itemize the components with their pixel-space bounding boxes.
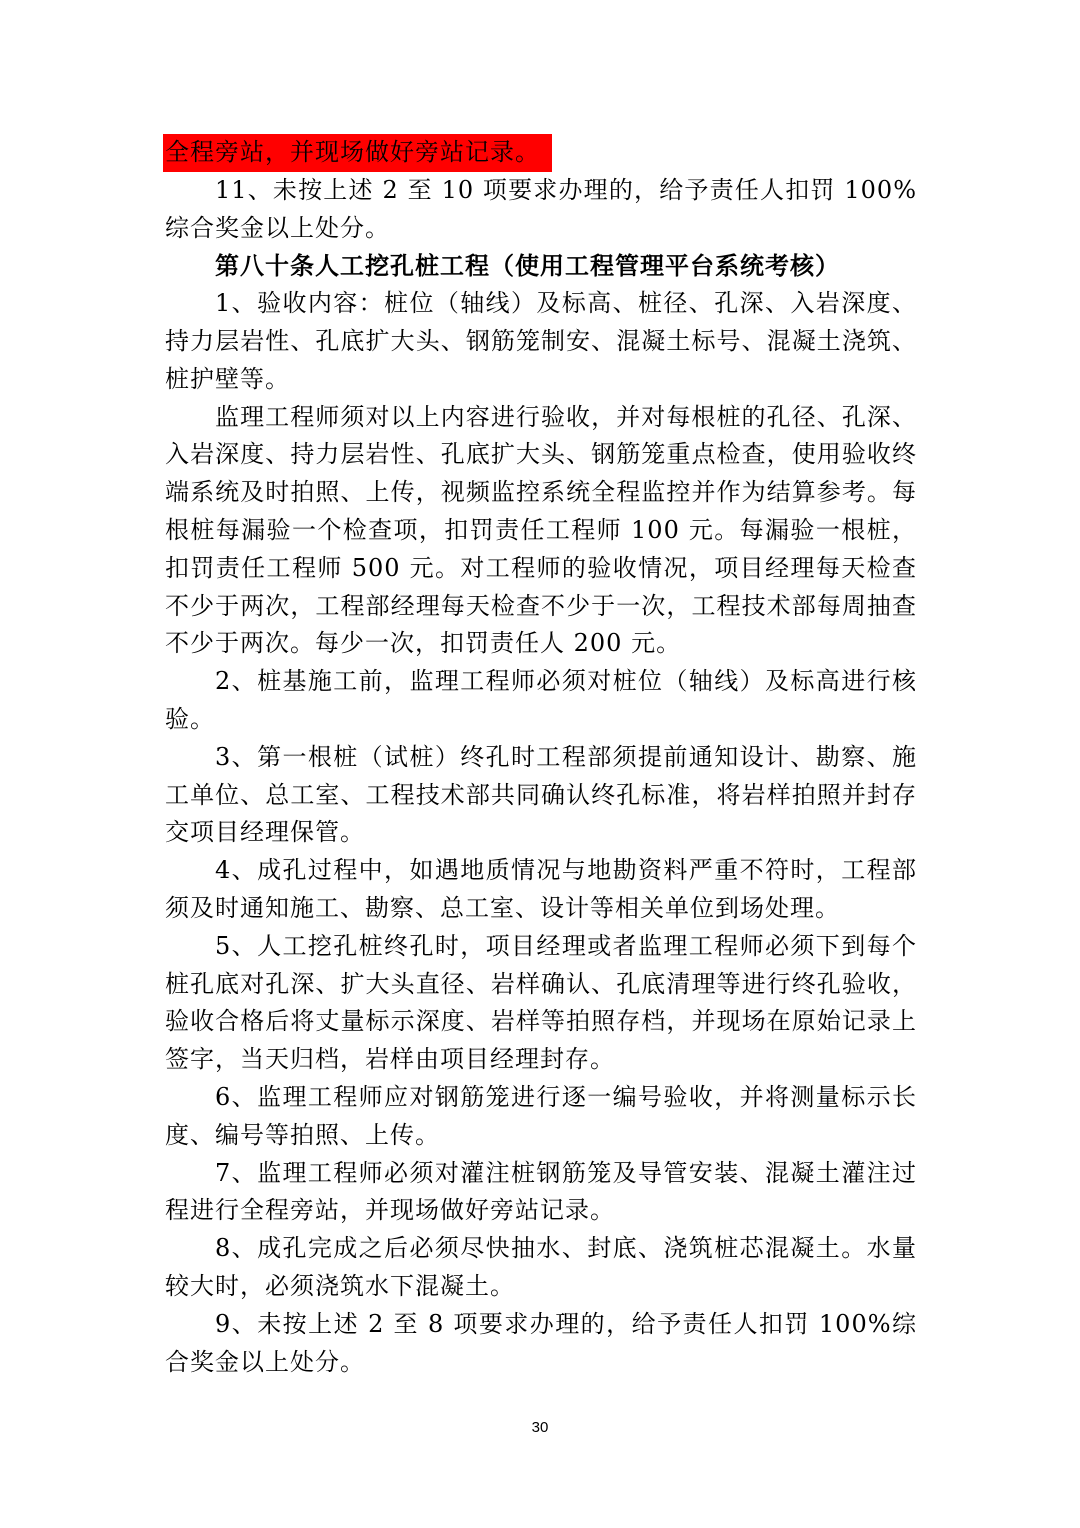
article-heading: 第八十条人工挖孔桩工程（使用工程管理平台系统考核） <box>215 251 840 281</box>
paragraph-item-4: 4、成孔过程中，如遇地质情况与地勘资料严重不符时，工程部须及时通知施工、勘察、总工室、设计等相关单位到场处理。 <box>165 856 917 922</box>
paragraph-item-5: 5、人工挖孔桩终孔时，项目经理或者监理工程师必须下到每个桩孔底对孔深、扩大头直径、岩样确认、孔底清理等进行终孔验收，验收合格后将丈量标示深度、岩样等拍照存档，并现场在原始记录上签字，当天归档，岩样由项目经理封存。 <box>165 931 917 1074</box>
paragraph-item-2: 2、桩基施工前，监理工程师必须对桩位（轴线）及标高进行核验。 <box>165 667 917 733</box>
paragraph-item-7: 7、监理工程师必须对灌注桩钢筋笼及导管安装、混凝土灌注过程进行全程旁站，并现场做好旁站记录。 <box>165 1158 917 1225</box>
paragraph-item-9: 9、未按上述 2 至 8 项要求办理的，给予责任人扣罚 100%综合奖金以上处分。 <box>165 1309 917 1376</box>
paragraph-item-11: 11、未按上述 2 至 10 项要求办理的，给予责任人扣罚 100%综合奖金以上处分。 <box>165 175 917 242</box>
paragraph-item-1: 1、验收内容：桩位（轴线）及标高、桩径、孔深、入岩深度、持力层岩性、孔底扩大头、钢筋笼制安、混凝土标号、混凝土浇筑、桩护壁等。 <box>165 289 917 393</box>
page-body <box>165 134 917 1381</box>
page-number: 30 <box>531 1419 549 1436</box>
paragraph-item-3: 3、第一根桩（试桩）终孔时工程部须提前通知设计、勘察、施工单位、总工室、工程技术部共同确认终孔标准，将岩样拍照并封存交项目经理保管。 <box>165 742 917 847</box>
paragraph-item-6: 6、监理工程师应对钢筋笼进行逐一编号验收，并将测量标示长度、编号等拍照、上传。 <box>165 1082 917 1149</box>
highlighted-text: 全程旁站，并现场做好旁站记录。 <box>163 134 552 172</box>
paragraph-supervision: 监理工程师须对以上内容进行验收，并对每根桩的孔径、孔深、入岩深度、持力层岩性、孔底扩大头、钢筋笼重点检查，使用验收终端系统及时拍照、上传，视频监控系统全程监控并作为结算参考。每根桩每漏验一个检查项，扣罚责任工程师 100 元。每漏验一根桩，扣罚责任工程师 500 元。对工程师的验收情况，项目经理每天检查不少于两次，工程部经理每天检查不少于一次，工程技术部每周抽查不少于两次。每少一次，扣罚责任人 200 元。 <box>165 402 917 658</box>
paragraph-item-8: 8、成孔完成之后必须尽快抽水、封底、浇筑桩芯混凝土。水量较大时，必须浇筑水下混凝土。 <box>165 1234 917 1300</box>
highlighted-paragraph <box>165 134 917 172</box>
